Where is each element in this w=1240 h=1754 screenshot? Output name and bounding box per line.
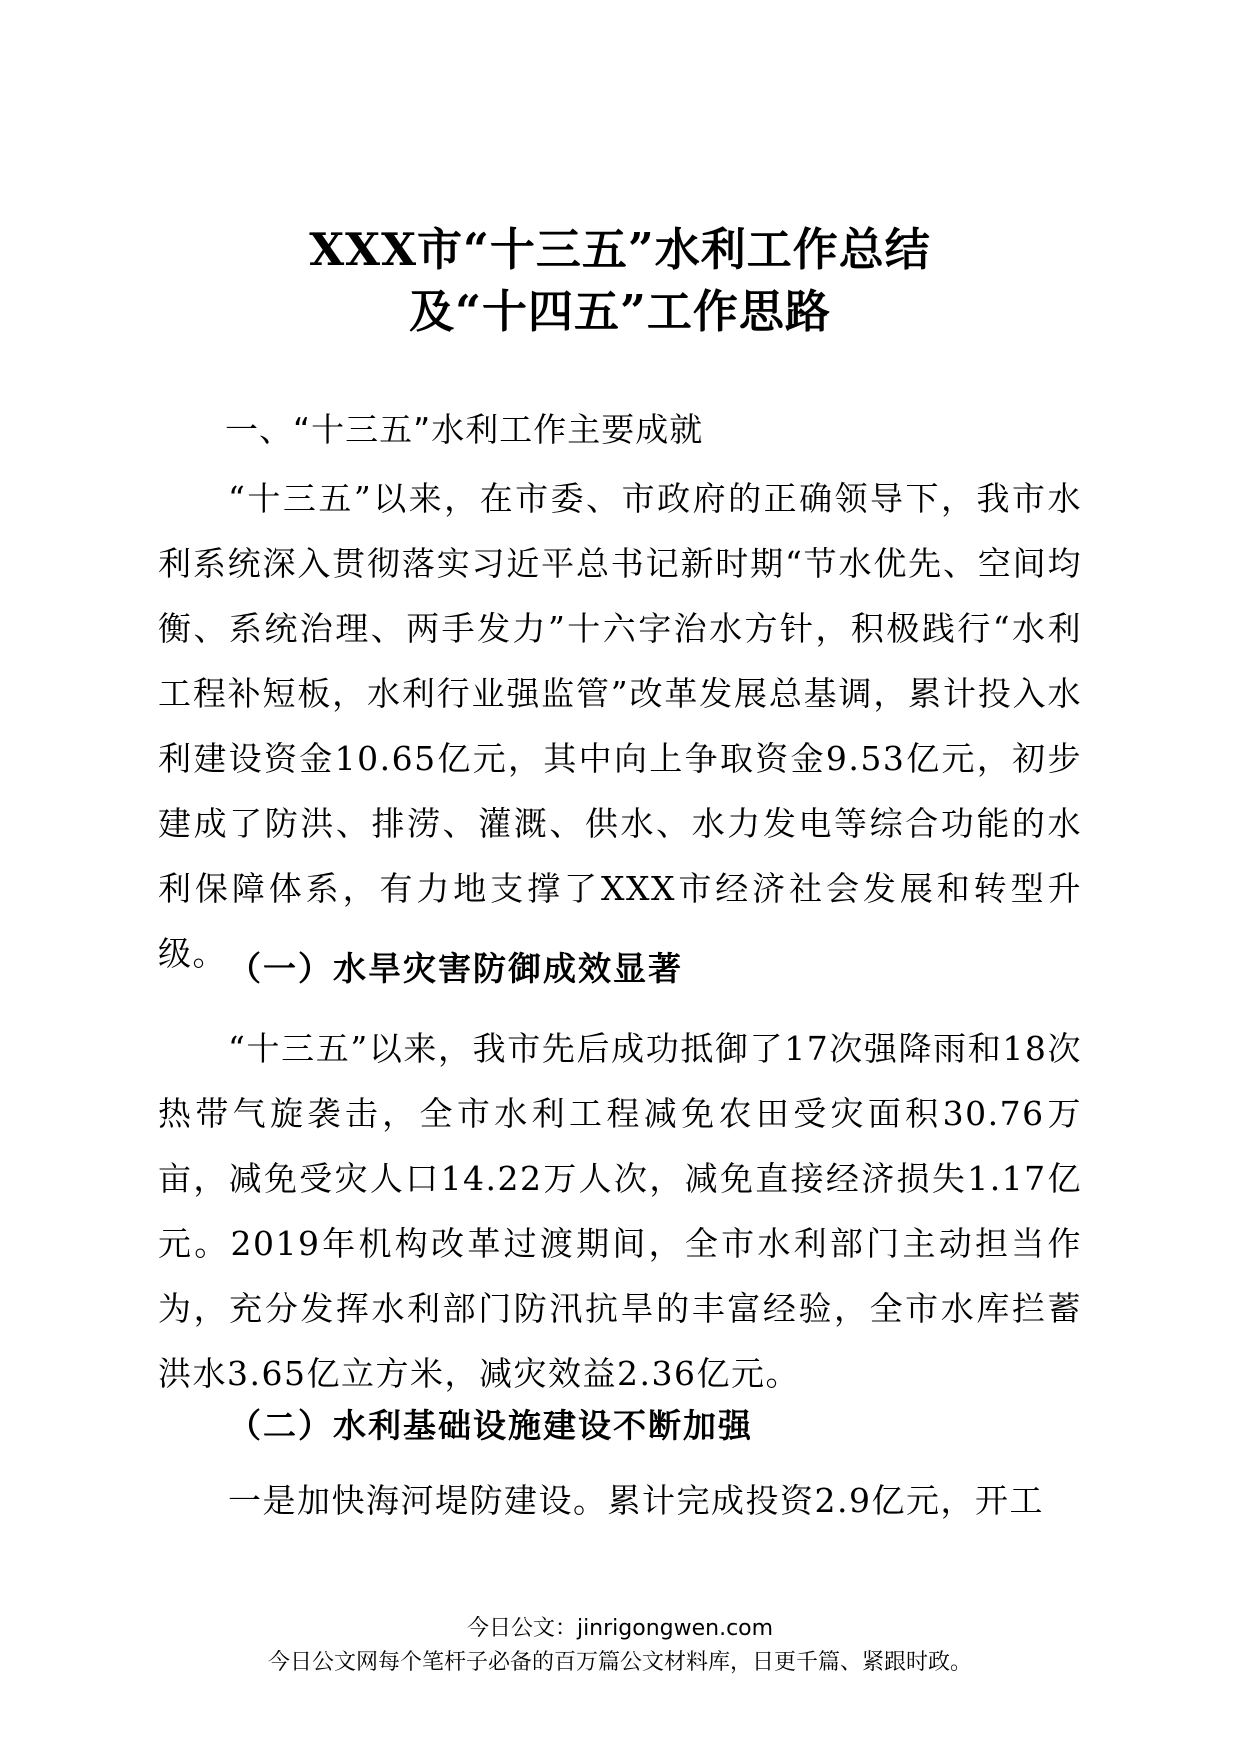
footer-site-label: 今日公文： — [466, 1616, 577, 1641]
section1-paragraph: “十三五”以来，在市委、市政府的正确领导下，我市水利系统深入贯彻落实习近平总书记新时期“节水优先、空间均衡、系统治理、两手发力”十六字治水方针，积极践行“水利工程补短板，水利行业强监管”改革发展总基调，累计投入水利建设资金10.65亿元，其中向上争取资金9.53亿元，初步建成了防洪、排涝、灌溉、供水、水力发电等综合功能的水利保障体系，有力地支撑了XXX市经济社会发展和转型升级。 — [158, 479, 1082, 973]
footer-site-line — [0, 1614, 1240, 1644]
document-title-line2: 及“十四五”工作思路 — [409, 285, 831, 338]
subsection1-heading: （一）水旱灾害防御成效显著 — [228, 949, 683, 988]
subsection2-heading: （二）水利基础设施建设不断加强 — [228, 1406, 753, 1445]
document-title-line1: XXX市“十三五”水利工作总结 — [309, 223, 931, 276]
subsection1-paragraph: “十三五”以来，我市先后成功抵御了17次强降雨和18次热带气旋袭击，全市水利工程减免农田受灾面积30.76万亩，减免受灾人口14.22万人次，减免直接经济损失1.17亿元。2019年机构改革过渡期间，全市水利部门主动担当作为，充分发挥水利部门防汛抗旱的丰富经验，全市水库拦蓄洪水3.65亿立方米，减灾效益2.36亿元。 — [158, 1029, 1082, 1393]
subsection2-paragraph: 一是加快海河堤防建设。累计完成投资2.9亿元，开工 — [228, 1481, 1044, 1520]
section1-heading: 一、“十三五”水利工作主要成就 — [225, 410, 704, 449]
footer-tagline: 今日公文网每个笔杆子必备的百万篇公文材料库，日更千篇、紧跟时政。 — [267, 1650, 972, 1675]
footer-site-link[interactable]: jinrigongwen.com — [576, 1616, 774, 1641]
